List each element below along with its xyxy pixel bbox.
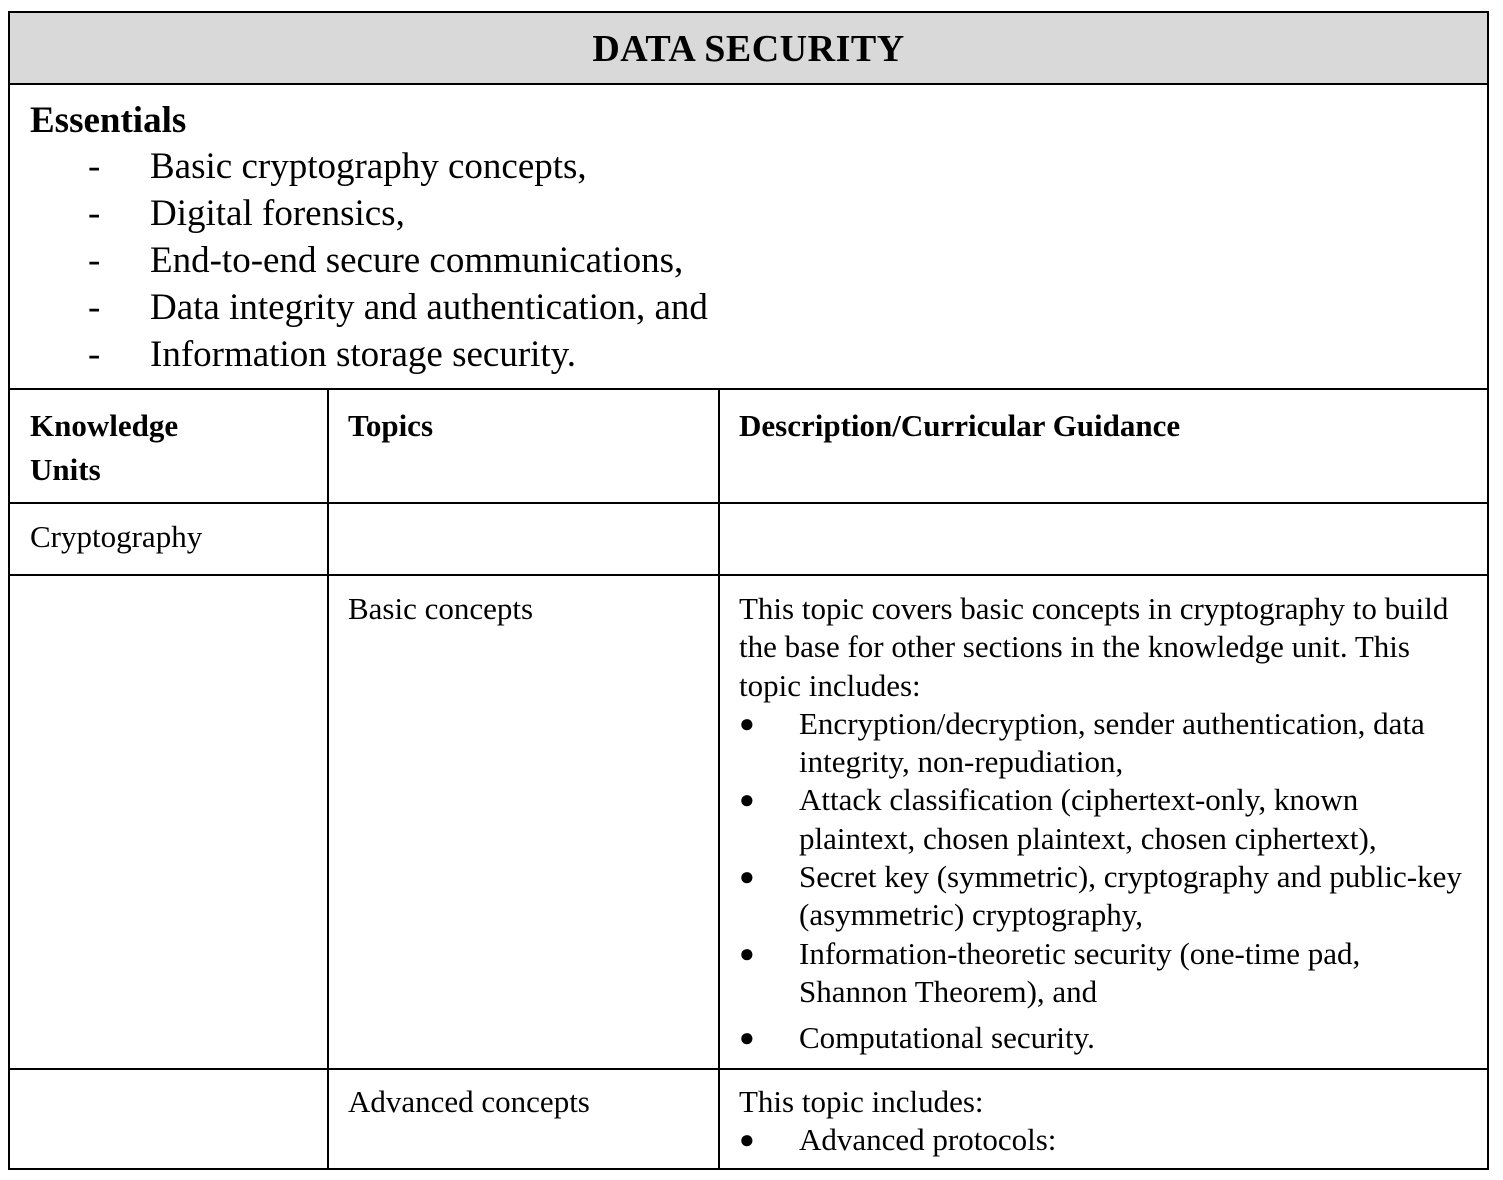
data-security-document bbox=[8, 11, 1489, 1170]
list-item bbox=[739, 1121, 1474, 1159]
knowledge-unit-cryptography: Cryptography bbox=[30, 519, 203, 554]
bullet-dot: ● bbox=[739, 938, 755, 968]
description-basic-concepts bbox=[739, 590, 1474, 1058]
table-row bbox=[10, 504, 1487, 576]
list-item-text: Information-theoretic security (one-time pad, Shannon Theorem), and bbox=[799, 935, 1361, 1009]
description-advanced-concepts bbox=[739, 1083, 1474, 1160]
dash-bullet: - bbox=[88, 334, 101, 375]
bullet-dot: ● bbox=[739, 1023, 755, 1053]
description-bullet-list bbox=[739, 1121, 1474, 1159]
list-item bbox=[739, 858, 1474, 935]
list-item-text: Computational security. bbox=[799, 1020, 1095, 1056]
list-item-text: Secret key (symmetric), cryptography and public-key (asymmetric) cryptography, bbox=[799, 859, 1462, 933]
bullet-dot: ● bbox=[739, 785, 755, 815]
dash-bullet: - bbox=[88, 193, 101, 234]
header-knowledge-units: Knowledge Units bbox=[30, 408, 179, 487]
list-item-text: Information storage security. bbox=[150, 334, 577, 375]
header-topics: Topics bbox=[348, 408, 434, 443]
list-item-text: Data integrity and authentication, and bbox=[150, 287, 708, 328]
list-item-text: Basic cryptography concepts, bbox=[150, 146, 587, 187]
list-item-text: Encryption/decryption, sender authentication, data integrity, non-repudiation, bbox=[799, 705, 1425, 780]
essentials-section bbox=[10, 85, 1487, 390]
document-title: DATA SECURITY bbox=[10, 13, 1487, 85]
topic-basic-concepts: Basic concepts bbox=[348, 591, 534, 626]
bullet-dot: ● bbox=[739, 862, 755, 892]
list-item bbox=[739, 705, 1474, 782]
bullet-dot: ● bbox=[739, 1125, 755, 1155]
essentials-heading: Essentials bbox=[30, 100, 187, 141]
description-intro: This topic covers basic concepts in cryptography to build the base for other sections in the knowledge unit. This topic includes: bbox=[739, 591, 1449, 703]
description-intro: This topic includes: bbox=[739, 1084, 984, 1119]
list-item-text: Advanced protocols: bbox=[799, 1122, 1057, 1158]
bullet-dot: ● bbox=[739, 708, 755, 738]
header-description: Description/Curricular Guidance bbox=[739, 408, 1181, 443]
list-item bbox=[739, 935, 1474, 1012]
list-item bbox=[739, 1019, 1474, 1057]
dash-bullet: - bbox=[88, 287, 101, 328]
list-item bbox=[739, 781, 1474, 858]
column-divider bbox=[718, 390, 720, 1168]
topic-advanced-concepts: Advanced concepts bbox=[348, 1084, 590, 1119]
list-item-text: End-to-end secure communications, bbox=[150, 240, 684, 281]
list-item-text: Digital forensics, bbox=[150, 193, 405, 234]
description-bullet-list bbox=[739, 705, 1474, 1058]
dash-bullet: - bbox=[88, 240, 101, 281]
list-item-text: Attack classification (ciphertext-only, known plaintext, chosen plaintext, chosen ciphertext), bbox=[799, 782, 1377, 856]
column-divider bbox=[327, 390, 329, 1168]
dash-bullet: - bbox=[88, 146, 101, 187]
